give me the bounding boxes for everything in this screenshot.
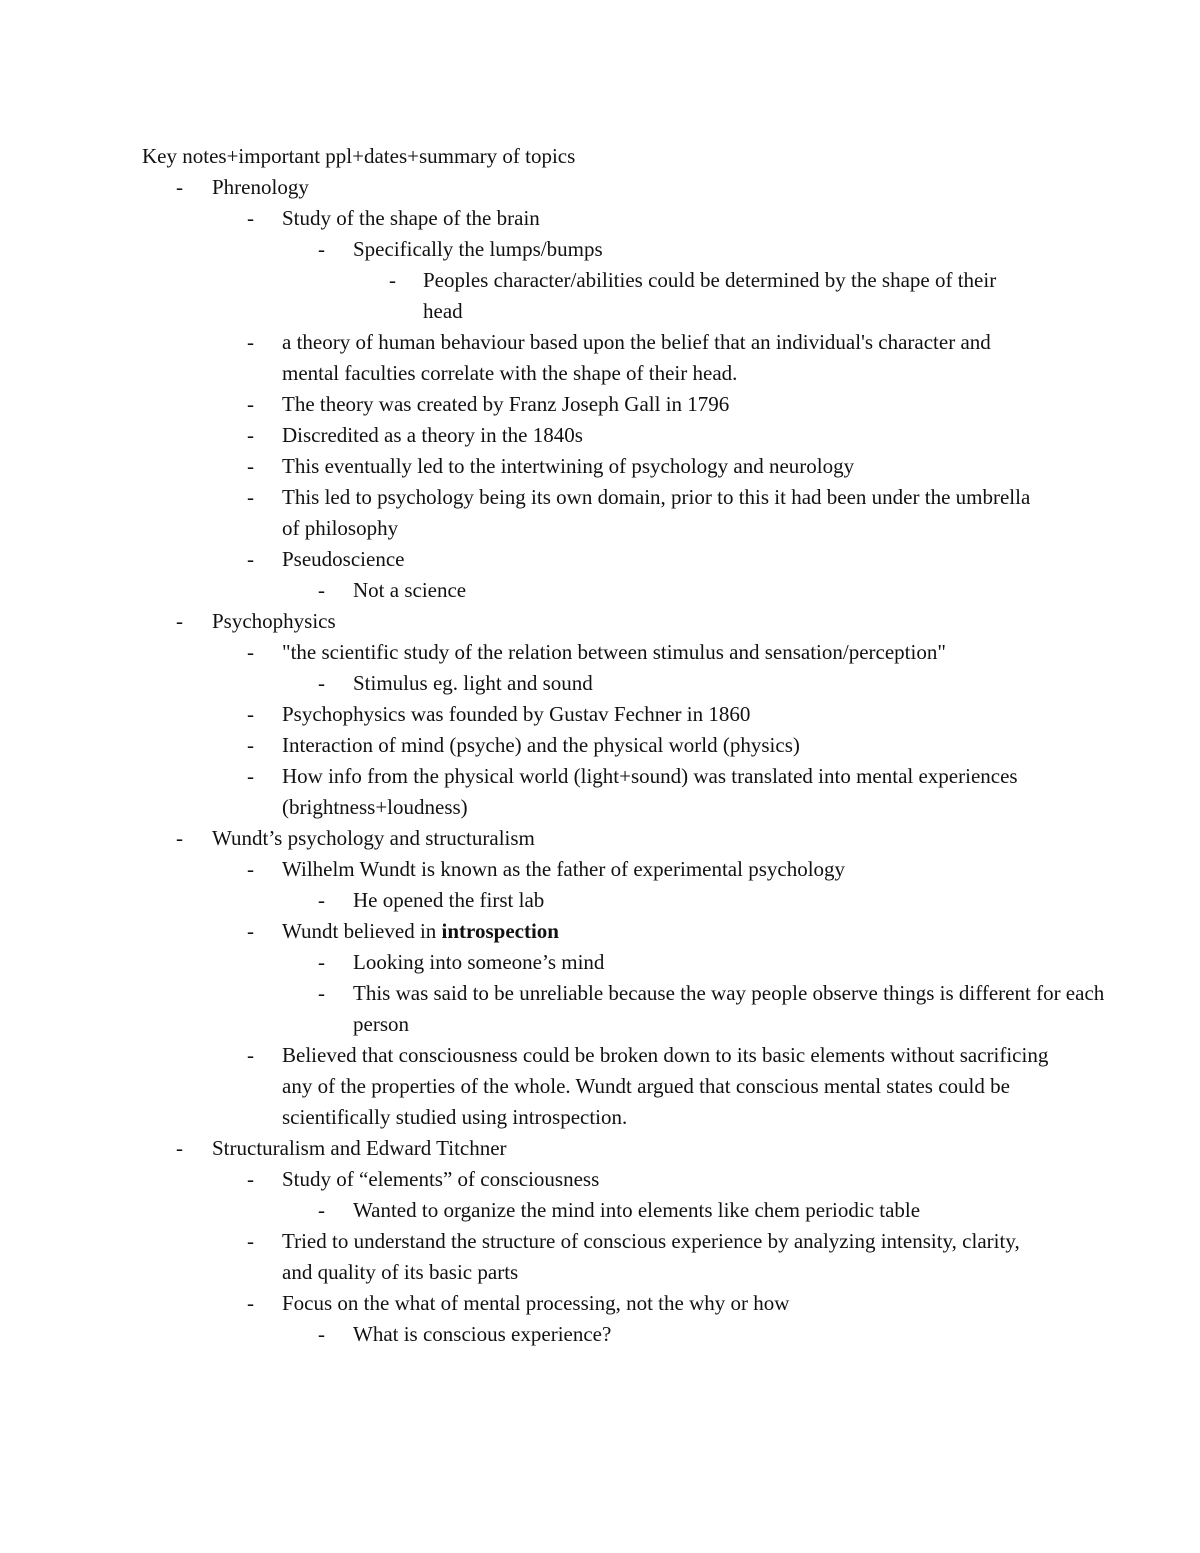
bullet-dash: - xyxy=(247,485,254,509)
bullet-dash: - xyxy=(318,578,325,602)
bullet-dash: - xyxy=(247,640,254,664)
list-item xyxy=(0,1164,1052,1195)
list-item xyxy=(0,916,1052,947)
list-item xyxy=(0,482,1052,544)
list-item-text: a theory of human behaviour based upon the belief that an individual's character and mental faculties correlate with the shape of their head. xyxy=(282,330,991,385)
list-item-text: Structuralism and Edward Titchner xyxy=(212,1136,507,1160)
list-item xyxy=(0,420,1052,451)
bullet-dash: - xyxy=(389,268,396,292)
list-item-text: This led to psychology being its own domain, prior to this it had been under the umbrella of philosophy xyxy=(282,485,1031,540)
bullet-dash: - xyxy=(247,919,254,943)
bullet-dash: - xyxy=(247,392,254,416)
list-item xyxy=(0,327,1052,389)
bullet-dash: - xyxy=(318,237,325,261)
list-item xyxy=(0,1226,1052,1288)
list-item xyxy=(0,854,1052,885)
list-item-text: Wundt believed in xyxy=(282,919,442,943)
list-item-text: Psychophysics was founded by Gustav Fechner in 1860 xyxy=(282,702,751,726)
list-item xyxy=(0,1288,1052,1319)
list-item xyxy=(0,730,1052,761)
list-item xyxy=(0,823,982,854)
list-item-text: Study of the shape of the brain xyxy=(282,206,540,230)
bullet-dash: - xyxy=(247,702,254,726)
list-item xyxy=(0,668,1123,699)
list-item xyxy=(0,947,1123,978)
list-item xyxy=(0,1133,982,1164)
bullet-dash: - xyxy=(247,764,254,788)
bullet-dash: - xyxy=(247,1167,254,1191)
list-item-text: Not a science xyxy=(353,578,467,602)
list-item-text: Looking into someone’s mind xyxy=(353,950,605,974)
bullet-dash: - xyxy=(176,609,183,633)
bullet-dash: - xyxy=(318,671,325,695)
list-item xyxy=(0,172,982,203)
list-item xyxy=(0,451,1052,482)
list-item xyxy=(0,203,1052,234)
bold-term: introspection xyxy=(441,919,559,943)
list-item-text: Wanted to organize the mind into elements like chem periodic table xyxy=(353,1198,921,1222)
list-item xyxy=(0,761,1052,823)
list-item-text: Tried to understand the structure of conscious experience by analyzing intensity, clarity, and quality of its basic parts xyxy=(282,1229,1020,1284)
notes-list xyxy=(0,172,1200,1350)
bullet-dash: - xyxy=(176,1136,183,1160)
list-item xyxy=(0,234,1123,265)
bullet-dash: - xyxy=(247,330,254,354)
list-item-text: Believed that consciousness could be broken down to its basic elements without sacrificing any of the properties of the whole. Wundt argued that conscious mental states could be scientifically studied using introspection. xyxy=(282,1043,1049,1129)
list-item-text: Psychophysics xyxy=(212,609,336,633)
bullet-dash: - xyxy=(247,733,254,757)
bullet-dash: - xyxy=(247,423,254,447)
list-item-text: How info from the physical world (light+sound) was translated into mental experiences (brightness+loudness) xyxy=(282,764,1018,819)
bullet-dash: - xyxy=(318,1198,325,1222)
list-item xyxy=(0,1195,1123,1226)
list-item xyxy=(0,575,1123,606)
list-item xyxy=(0,1040,1052,1133)
list-item-text: What is conscious experience? xyxy=(353,1322,612,1346)
list-item-text: Interaction of mind (psyche) and the physical world (physics) xyxy=(282,733,800,757)
list-item-text: Phrenology xyxy=(212,175,309,199)
list-item-text: Focus on the what of mental processing, not the why or how xyxy=(282,1291,790,1315)
list-item xyxy=(0,699,1052,730)
bullet-dash: - xyxy=(176,175,183,199)
list-item xyxy=(0,389,1052,420)
list-item-text: This was said to be unreliable because the way people observe things is different for each person xyxy=(353,981,1105,1036)
bullet-dash: - xyxy=(247,206,254,230)
list-item xyxy=(0,885,1123,916)
bullet-dash: - xyxy=(247,454,254,478)
list-item xyxy=(0,978,1123,1040)
list-item xyxy=(0,544,1052,575)
bullet-dash: - xyxy=(247,857,254,881)
list-item-text: "the scientific study of the relation between stimulus and sensation/perception" xyxy=(282,640,946,664)
bullet-dash: - xyxy=(318,950,325,974)
list-item xyxy=(0,606,982,637)
bullet-dash: - xyxy=(247,1043,254,1067)
list-item-text: The theory was created by Franz Joseph Gall in 1796 xyxy=(282,392,730,416)
bullet-dash: - xyxy=(247,1229,254,1253)
list-item-text: Stimulus eg. light and sound xyxy=(353,671,593,695)
bullet-dash: - xyxy=(318,1322,325,1346)
list-item-text: Wundt’s psychology and structuralism xyxy=(212,826,535,850)
list-item-text: This eventually led to the intertwining of psychology and neurology xyxy=(282,454,855,478)
list-item xyxy=(0,1319,1123,1350)
bullet-dash: - xyxy=(318,981,325,1005)
list-item-text: Discredited as a theory in the 1840s xyxy=(282,423,583,447)
list-item xyxy=(0,265,1023,327)
list-item xyxy=(0,637,1052,668)
bullet-dash: - xyxy=(247,547,254,571)
document-title: Key notes+important ppl+dates+summary of topics xyxy=(142,144,576,168)
list-item-text: He opened the first lab xyxy=(353,888,545,912)
list-item-text: Specifically the lumps/bumps xyxy=(353,237,603,261)
bullet-dash: - xyxy=(318,888,325,912)
list-item-text: Wilhelm Wundt is known as the father of experimental psychology xyxy=(282,857,846,881)
list-item-text: Pseudoscience xyxy=(282,547,405,571)
list-item-text: Study of “elements” of consciousness xyxy=(282,1167,600,1191)
bullet-dash: - xyxy=(176,826,183,850)
bullet-dash: - xyxy=(247,1291,254,1315)
list-item-text: Peoples character/abilities could be determined by the shape of their head xyxy=(423,268,997,323)
